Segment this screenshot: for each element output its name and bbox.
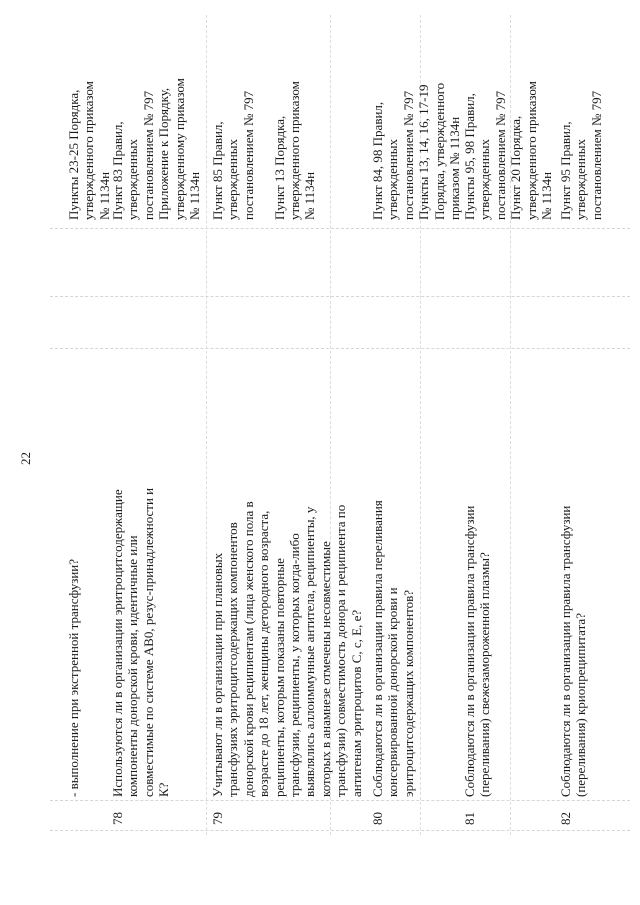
- checklist-table: [58, 25, 630, 825]
- reference-line: Приложение к Порядку,: [156, 87, 172, 220]
- reference-line: утвержденному приказом: [171, 78, 187, 220]
- question-line: донорской крови реципиентам (лица женского пола в: [240, 501, 256, 797]
- question-line: консервированной донорской крови и: [385, 587, 401, 797]
- reference-line: Пункт 85 Правил,: [210, 121, 225, 220]
- question-line: которых в анамнезе отмечены несовместимые: [317, 541, 333, 797]
- question-text: [370, 377, 416, 797]
- reference-line: утвержденного приказом: [523, 81, 539, 220]
- reference-line: Пункт 13 Порядка,: [271, 115, 287, 220]
- row-number: 82: [558, 812, 573, 825]
- reference-line: № 1134н: [187, 171, 203, 220]
- question-line: Используются ли в организации эритроцитсодержащие: [110, 489, 125, 797]
- legal-reference: [462, 30, 554, 220]
- legal-reference: [210, 30, 318, 220]
- reference-line: постановлением № 797: [492, 90, 508, 220]
- legal-reference: [66, 30, 112, 220]
- question-line: возрасте до 18 лет, женщины детородного возраста,: [256, 510, 272, 797]
- table-column-divider: [50, 800, 630, 801]
- reference-line: утвержденного приказом: [81, 81, 97, 220]
- row-number: 80: [370, 812, 385, 825]
- question-line: выявлялись аллоиммунные антитела, реципиенты, у: [302, 506, 318, 797]
- table-column-divider: [50, 296, 630, 297]
- reference-line: приказом № 1134н: [447, 116, 463, 220]
- row-divider: [206, 15, 207, 835]
- question-text: [558, 377, 589, 797]
- question-line: эритроцитсодержащих компонентов?: [400, 589, 416, 797]
- reference-line: утвержденных: [385, 138, 401, 220]
- reference-line: утвержденных: [225, 138, 241, 220]
- row-number: 81: [462, 812, 477, 825]
- reference-line: постановлением № 797: [400, 90, 416, 220]
- reference-line: утвержденных: [125, 138, 141, 220]
- table-column-divider: [50, 228, 630, 229]
- question-line: совместимые по системе АВ0, резус-принадлежности и: [140, 487, 156, 797]
- reference-line: № 1134н: [302, 171, 318, 220]
- reference-line: утвержденных: [573, 138, 589, 220]
- reference-line: № 1134н: [96, 171, 112, 220]
- question-line: реципиенты, которым показаны повторные: [271, 558, 287, 797]
- reference-line: Порядка, утвержденного: [431, 82, 447, 220]
- reference-line: постановлением № 797: [140, 90, 156, 220]
- question-line: трансфузиях эритроцитсодержащих компонентов: [225, 522, 241, 797]
- question-line: - выполнение при экстренной трансфузии?: [66, 558, 81, 797]
- question-line: К?: [156, 782, 172, 797]
- question-line: компоненты донорской крови, идентичные или: [125, 535, 141, 797]
- reference-line: утвержденных: [477, 138, 493, 220]
- question-text: [66, 377, 81, 797]
- legal-reference: [370, 30, 462, 220]
- reference-line: постановлением № 797: [588, 90, 604, 220]
- question-line: (переливания) свежезамороженной плазмы?: [477, 552, 493, 797]
- reference-line: № 1134н: [539, 171, 555, 220]
- question-line: Соблюдаются ли в организации правила трансфузии: [558, 505, 573, 797]
- question-line: (переливания) криопреципитата?: [573, 613, 589, 797]
- legal-reference: [558, 30, 604, 220]
- legal-reference: [110, 30, 202, 220]
- reference-line: утвержденного приказом: [287, 81, 303, 220]
- table-column-divider: [50, 348, 630, 349]
- reference-line: Пункт 83 Правил,: [110, 121, 125, 220]
- question-line: Учитывают ли в организации при плановых: [210, 552, 225, 797]
- question-text: [462, 377, 493, 797]
- row-number: 78: [110, 812, 125, 825]
- reference-line: Пункт 95 Правил,: [558, 121, 573, 220]
- reference-line: Пункты 95, 98 Правил,: [462, 93, 477, 220]
- question-line: трансфузии) совместимость донора и реципиента по: [333, 504, 349, 797]
- reference-line: Пункты 23-25 Порядка,: [66, 89, 81, 220]
- reference-line: постановлением № 797: [240, 90, 256, 220]
- reference-line: [256, 30, 271, 220]
- reference-line: Пункт 84, 98 Правил,: [370, 101, 385, 220]
- reference-line: Пункты 13, 14, 16, 17-19: [416, 84, 432, 220]
- question-line: Соблюдаются ли в организации правила трансфузии: [462, 505, 477, 797]
- page-number: 22: [18, 452, 33, 465]
- question-line: антигенам эритроцитов С, с, Е, е?: [348, 609, 364, 797]
- question-text: [210, 377, 364, 797]
- question-line: трансфузии, реципиенты, у которых когда-либо: [287, 533, 303, 797]
- question-line: Соблюдаются ли в организации правила переливания: [370, 500, 385, 797]
- question-text: [110, 377, 172, 797]
- table-border-left: [50, 830, 630, 831]
- reference-line: Пункт 20 Порядка,: [508, 115, 524, 220]
- row-number: 79: [210, 812, 225, 825]
